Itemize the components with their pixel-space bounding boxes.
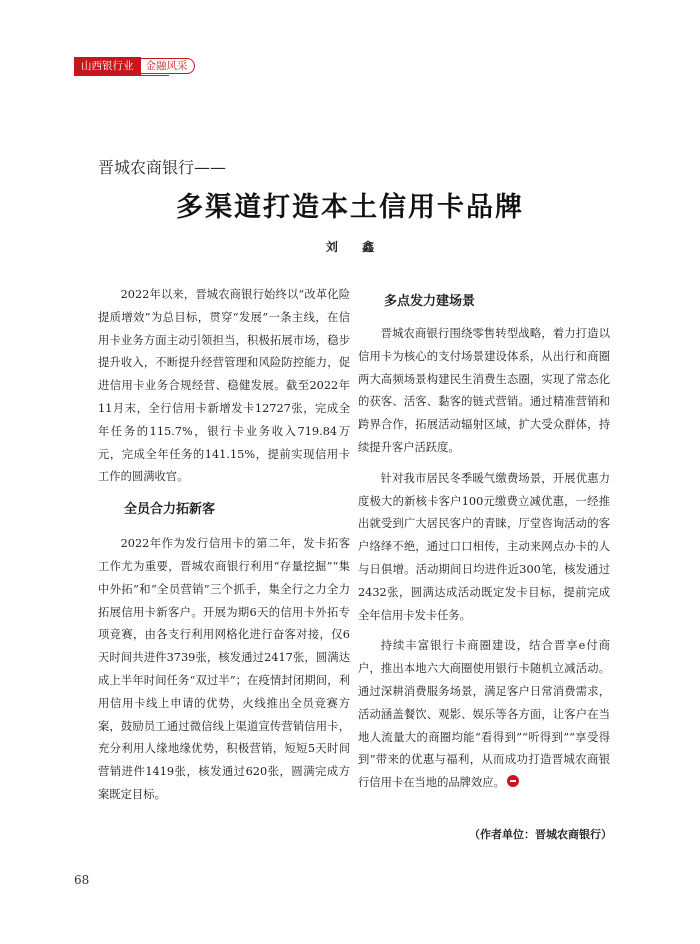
author-affiliation: （作者单位：晋城农商银行） — [469, 828, 612, 841]
section1-paragraph: 2022年作为发行信用卡的第二年，发卡拓客工作尤为重要，晋城农商银行利用“存量挖掘”“集中外拓”和“全员营销”三个抓手，集全行之力全力拓展信用卡新客户。开展为期6天的信用卡外拓专项竞赛，由各支行利用网格化进行奋客对接，仅6天时间共进件3739张，核发通过2417张，圆满达成上半年时间任务“双过半”；在疫情封闭期间，利用信用卡线上申请的优势，火线推出全员竞赛方案，鼓励员工通过微信线上渠道宣传营销信用卡，充分利用人缘地缘优势，积极营销，短短5天时间营销进件1419张，核发通过620张，圆满完成方案既定目标。 — [98, 537, 350, 801]
intro-paragraph: 2022年以来，晋城农商银行始终以“改革化险提质增效”为总目标，贯穿“发展”一条主线，在信用卡业务方面主动引领担当，积极拓展市场，稳步提升收入，不断提升经营管理和风险防控能力，促进信用卡业务合规经营、稳健发展。截至2022年11月末，全行信用卡新增发卡12727张，完成全年任务的115.7%，银行卡业务收入719.84万元，完成全年任务的141.15%，提前实现信用卡工作的圆满收官。 — [98, 288, 350, 484]
section-heading-scenarios: 多点发力建场景 — [384, 294, 476, 309]
section2-paragraph-1: 晋城农商银行围绕零售转型战略，着力打造以信用卡为核心的支付场景建设体系，从出行和商圈两大高频场景构建民生消费生态圈，实现了常态化的获客、活客、黏客的链式营销。通过精准营销和跨界合作，拓展活动辐射区域，扩大受众群体，持续提升客户活跃度。 — [358, 327, 610, 454]
section2-paragraph-2: 针对我市居民冬季暖气缴费场景，开展优惠力度极大的新核卡客户100元缴费立减优惠，一经推出就受到广大居民客户的青睐，厅堂咨询活动的客户络绎不绝，通过口口相传，主动来网点办卡的人与日俱增。活动期间日均进件近300笔，核发通过2432张，圆满达成活动既定发卡目标，提前完成全年信用卡发卡任务。 — [358, 471, 610, 622]
left-column — [98, 284, 350, 807]
section-badge — [74, 58, 195, 74]
section2-paragraph-3-text: 持续丰富银行卡商圈建设，结合晋享e付商户，推出本地六大商圈使用银行卡随机立减活动。通过深耕消费服务场景，满足客户日常消费需求，活动涵盖餐饮、观影、娱乐等各方面，让客户在当地人流量大的商圈均能“看得到”“听得到”“享受得到”带来的优惠与福利，从而成功打造晋城农商银行信用卡在当地的品牌效应。 — [358, 639, 610, 790]
right-column — [358, 291, 610, 795]
article-author: 刘 鑫 — [325, 240, 385, 254]
column-badge-label: 金融风采 — [141, 58, 195, 74]
page-number: 68 — [74, 873, 90, 887]
header-rule — [74, 75, 169, 76]
section-heading-new-customers: 全员合力拓新客 — [124, 502, 216, 518]
article-subtitle: 晋城农商银行—— — [98, 158, 227, 177]
article-title: 多渠道打造本土信用卡品牌 — [176, 192, 524, 223]
article-end-icon — [507, 775, 519, 787]
section2-paragraph-3 — [358, 635, 610, 795]
section-badge-label: 山西银行业 — [74, 57, 141, 75]
